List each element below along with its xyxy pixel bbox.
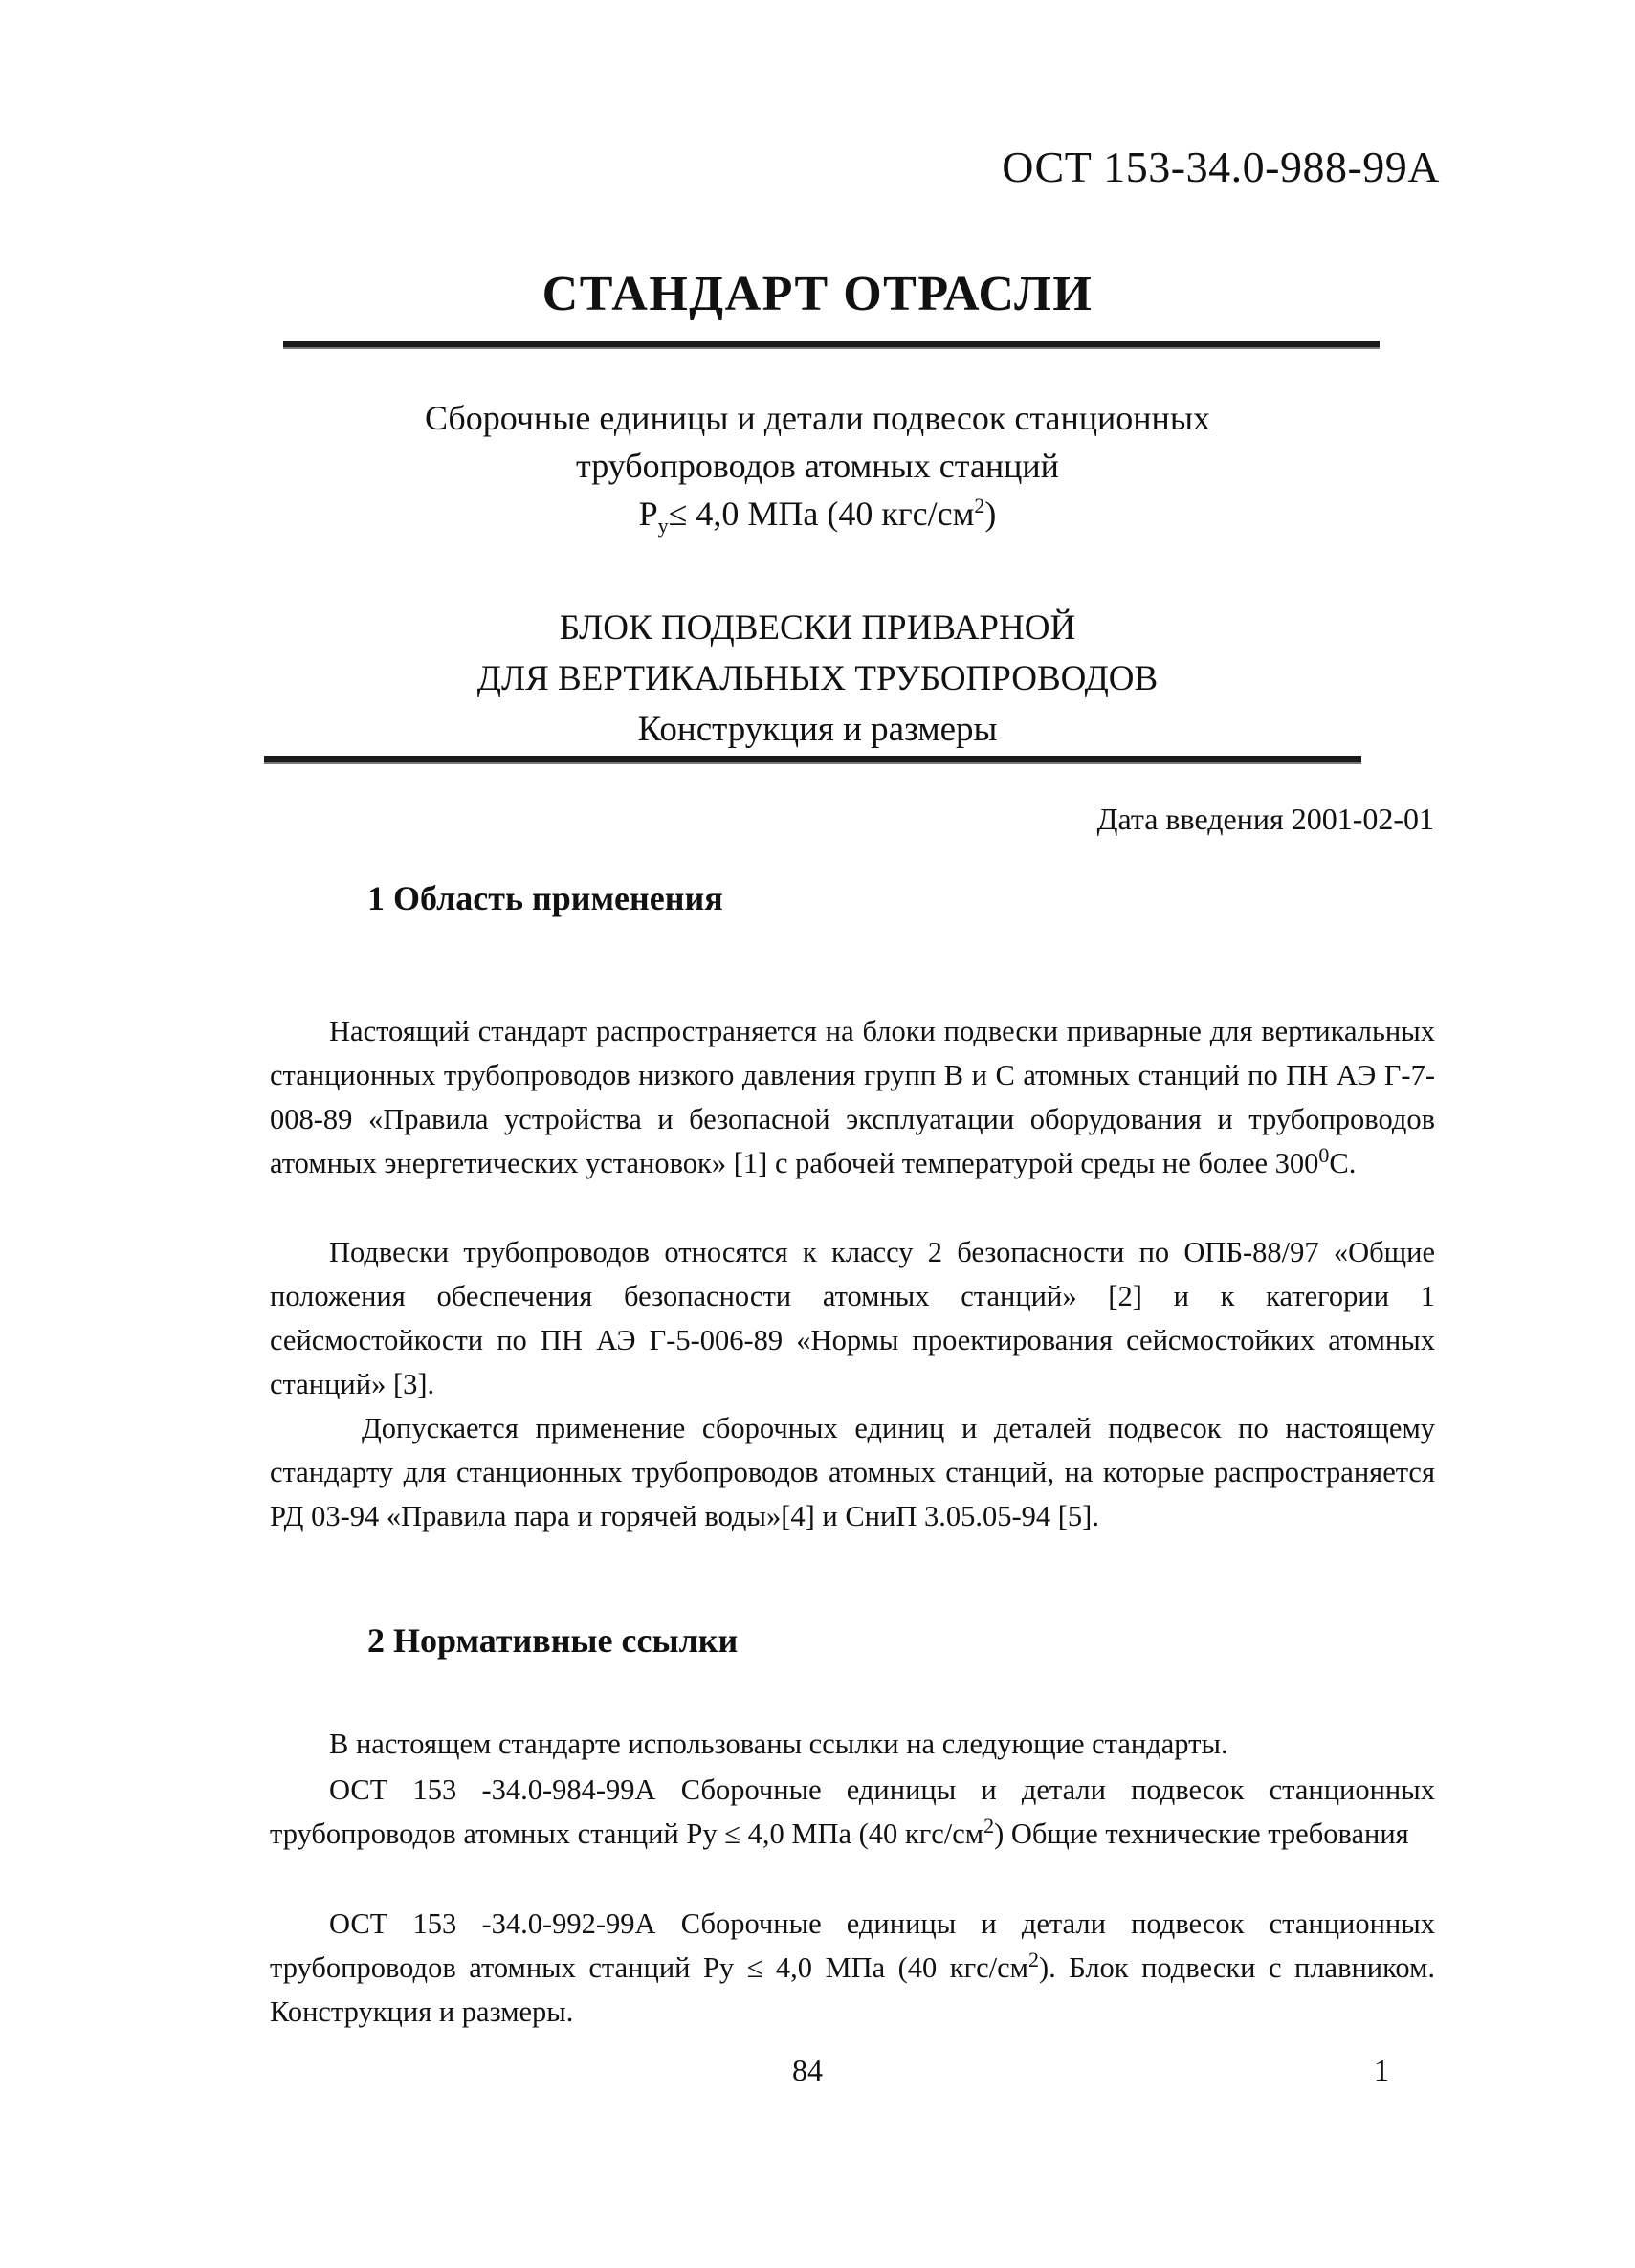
p6-sup: 2: [1027, 1947, 1039, 1971]
section-1-paragraph-2: Подвески трубопроводов относятся к классу 2 безопасности по ОПБ-88/97 «Общие положения обеспечения безопасности атомных станций» [2] и к категории 1 сейсмостойкости по ПН АЭ Г-5-006-89 «Нормы проектирования сейсмостойких атомных станций» [3].: [270, 1236, 1435, 1400]
p5-tail: ) Общие технические требования: [994, 1817, 1409, 1850]
section-1-paragraph-1: [270, 1009, 1435, 1185]
reference-ost-984: [270, 1768, 1435, 1856]
page-number-center: 84: [792, 2053, 823, 2087]
p5-text: ОСТ 153 -34.0-984-99А Сборочные единицы и детали подвесок станционных трубопроводов атомных станций Ру ≤ 4,0 МПа (40 кгс/см: [270, 1773, 1435, 1850]
intro-date: Дата введения 2001-02-01: [1096, 802, 1434, 836]
p1-sup: 0: [1318, 1142, 1330, 1167]
subtitle-line-3: [0, 490, 1635, 538]
p6-text: ОСТ 153 -34.0-992-99А Сборочные единицы и детали подвесок станционных трубопроводов атомных станций Ру ≤ 4,0 МПа (40 кгс/см: [270, 1907, 1435, 1984]
page-number-right: 1: [1374, 2053, 1389, 2087]
block-title-rule: [264, 756, 1361, 764]
p5-sup: 2: [983, 1813, 995, 1838]
p6-tail: ). Блок подвески с плавником. Конструкция и размеры.: [270, 1951, 1435, 2028]
p1-text: Настоящий стандарт распространяется на блоки подвески приварные для вертикальных станционных трубопроводов низкого давления групп В и С атомных станций по ПН АЭ Г-7-008-89 «Правила устройства и безопасной эксплуатации оборудования и трубопроводов атомных энергетических установок» [1] с рабочей температурой среды не более 300: [270, 1015, 1435, 1179]
block-title-line-2: ДЛЯ ВЕРТИКАЛЬНЫХ ТРУБОПРОВОДОВ: [476, 659, 1159, 698]
p1-unit: С.: [1329, 1147, 1357, 1179]
block-title-line-3: Конструкция и размеры: [637, 710, 998, 749]
main-title: СТАНДАРТ ОТРАСЛИ: [541, 267, 1094, 321]
reference-ost-992: [270, 1902, 1435, 2034]
subtitle-line-1: Сборочные единицы и детали подвесок станционных: [424, 399, 1211, 437]
subtitle-sup: 2: [974, 494, 985, 517]
subtitle-line-2: трубопроводов атомных станций: [576, 447, 1059, 485]
document-code: ОСТ 153-34.0-988-99А: [1002, 143, 1440, 191]
subtitle-p: Р: [638, 495, 658, 533]
section-1-paragraph-3: Допускается применение сборочных единиц и деталей подвесок по настоящему стандарту для станционных трубопроводов атомных станций, на которые распространяется РД 03-94 «Правила пара и горячей воды»[4] и СниП 3.05.05-94 [5].: [270, 1412, 1435, 1532]
subtitle-sub: у: [657, 514, 669, 539]
section-2-heading: 2 Нормативные ссылки: [367, 1621, 739, 1660]
subtitle-close: ): [984, 495, 997, 533]
subtitle-pressure: ≤ 4,0 МПа (40 кгс/см: [668, 495, 975, 533]
section-2-paragraph-1: В настоящем стандарте использованы ссылки на следующие стандарты.: [329, 1728, 1228, 1760]
block-title: [0, 603, 1635, 755]
title-rule: [283, 341, 1380, 349]
block-title-line-1: БЛОК ПОДВЕСКИ ПРИВАРНОЙ: [559, 608, 1076, 648]
section-1-heading: 1 Область применения: [367, 879, 723, 917]
subtitle: [0, 394, 1635, 538]
